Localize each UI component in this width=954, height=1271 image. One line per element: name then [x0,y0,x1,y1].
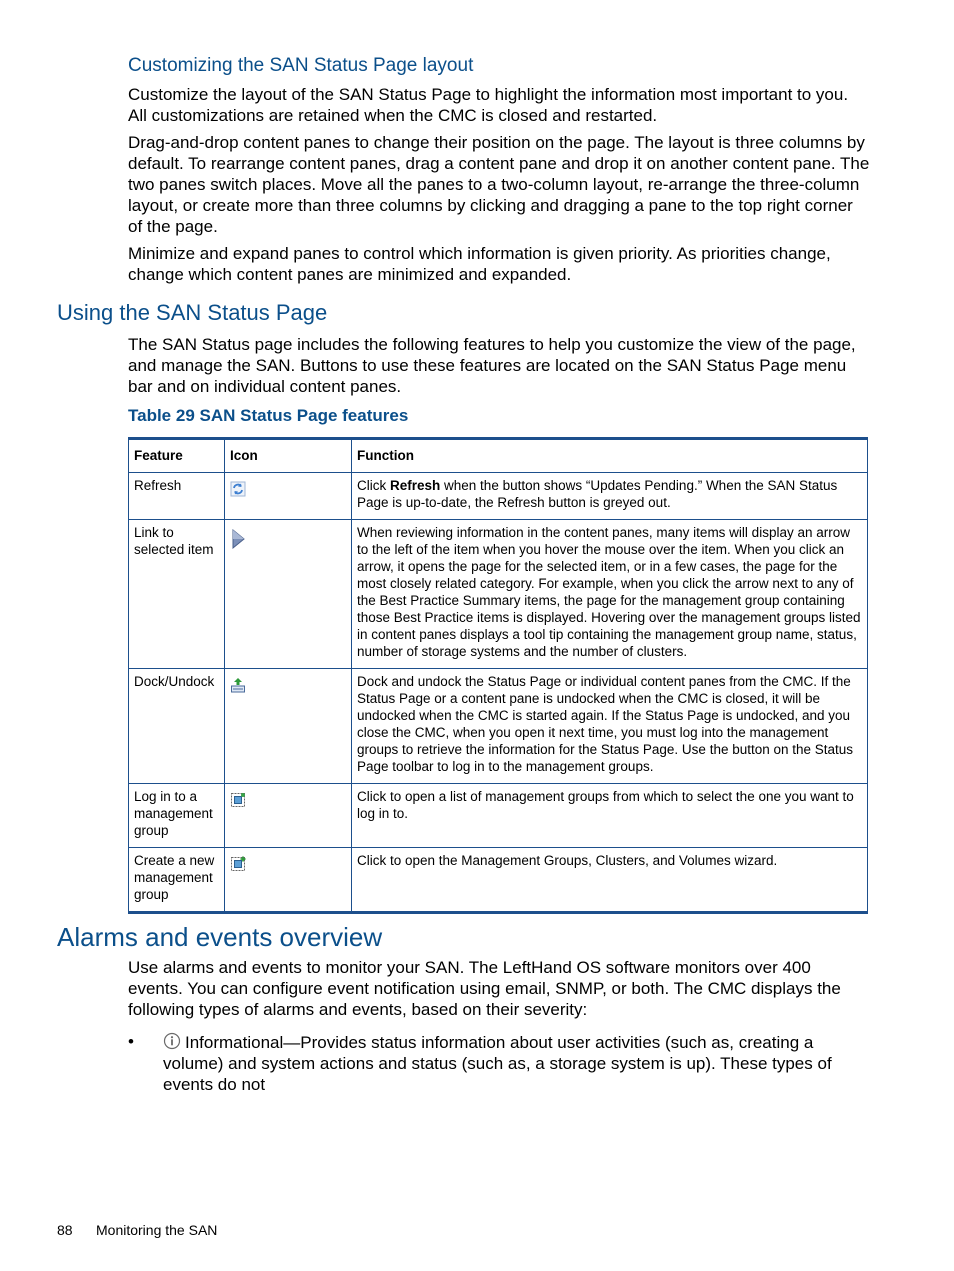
feature-cell: Create a new management group [129,848,225,913]
paragraph: Minimize and expand panes to control which information is given priority. As priorities change, change which content panes are minimized and expanded. [128,244,831,284]
icon-cell [225,669,352,784]
new-group-icon [230,856,246,872]
paragraph: The SAN Status page includes the following features to help you customize the view of the page, and manage the SAN. Buttons to use these features are located on the SAN Status Page menu bar and on individual content panes. [128,335,856,396]
function-text: when the button shows “Updates Pending.” When the SAN Status Page is up-to-date, the Refresh button is greyed out. [357,478,838,510]
table-row [129,669,868,784]
table-row [129,473,868,520]
column-header-function: Function [352,439,868,473]
paragraph: Customize the layout of the SAN Status Page to highlight the information most important to you. All customizations are retained when the CMC is closed and restarted. [128,85,849,125]
section-heading: Using the SAN Status Page [57,300,328,325]
feature-cell: Dock/Undock [129,669,225,784]
function-text: Click [357,478,390,493]
function-cell: Dock and undock the Status Page or individual content panes from the CMC. If the Status Page or a content pane is undocked when the CMC is closed, it will be undocked when the CMC is started again. If the Status Page is undocked, and you close the CMC, when you open it next time, you must log into the management groups to retrieve the information for the Status Page. Use the button on the Status Page toolbar to log in to the management groups. [352,669,868,784]
column-header-feature: Feature [129,439,225,473]
function-cell: Click to open the Management Groups, Clusters, and Volumes wizard. [352,848,868,913]
arrow-icon [230,528,246,550]
paragraph: Use alarms and events to monitor your SAN. The LeftHand OS software monitors over 400 events. You can configure event notification using email, SNMP, or both. The CMC displays the following types of alarms and events, based on their severity: [128,958,841,1019]
table-row [129,520,868,669]
section-heading: Alarms and events overview [57,922,383,952]
function-cell: When reviewing information in the content panes, many items will display an arrow to the left of the item when you hover the mouse over the item. When you click an arrow, it opens the page for the selected item, or in a few cases, the page for the most closely related category. For example, when you click the arrow next to any of the Best Practice Summary items, the page for the management group containing those Best Practice items is displayed. Hovering over the management groups listed in content panes displays a tool tip containing the management group name, status, number of storage systems and the number of clusters. [352,520,868,669]
icon-cell [225,784,352,848]
function-cell [352,473,868,520]
column-header-icon: Icon [225,439,352,473]
info-icon [163,1032,181,1050]
function-cell: Click to open a list of management groups from which to select the one you want to log in to. [352,784,868,848]
icon-cell [225,848,352,913]
feature-cell: Log in to a management group [129,784,225,848]
table-header-row [129,439,868,473]
page-number: 88 [57,1222,73,1238]
table-row [129,784,868,848]
paragraph: Drag-and-drop content panes to change their position on the page. The layout is three columns by default. To rearrange content panes, drag a content pane and drop it on another content pane. The two panes switch places. Move all the panes to a two-column layout, re-arrange the three-column layout, or create more than three columns by clicking and dragging a pane to the top right corner of the page. [128,133,870,236]
feature-cell: Refresh [129,473,225,520]
bullet-text: Informational—Provides status information about user activities (such as, creating a volume) and system actions and status (such as, a storage system is up). These types of events do not [163,1033,832,1094]
icon-cell [225,520,352,669]
bullet-item [163,1032,870,1095]
subsection-heading: Customizing the SAN Status Page layout [128,55,474,76]
login-group-icon [230,792,246,808]
table-row [129,848,868,913]
footer-section-title: Monitoring the SAN [96,1222,218,1238]
function-bold-text: Refresh [390,478,441,493]
icon-cell [225,473,352,520]
dock-icon [230,677,246,693]
table-caption: Table 29 SAN Status Page features [128,406,409,425]
feature-cell: Link to selected item [129,520,225,669]
refresh-icon [230,481,246,497]
bullet-marker: • [128,1032,134,1051]
features-table [128,437,868,914]
